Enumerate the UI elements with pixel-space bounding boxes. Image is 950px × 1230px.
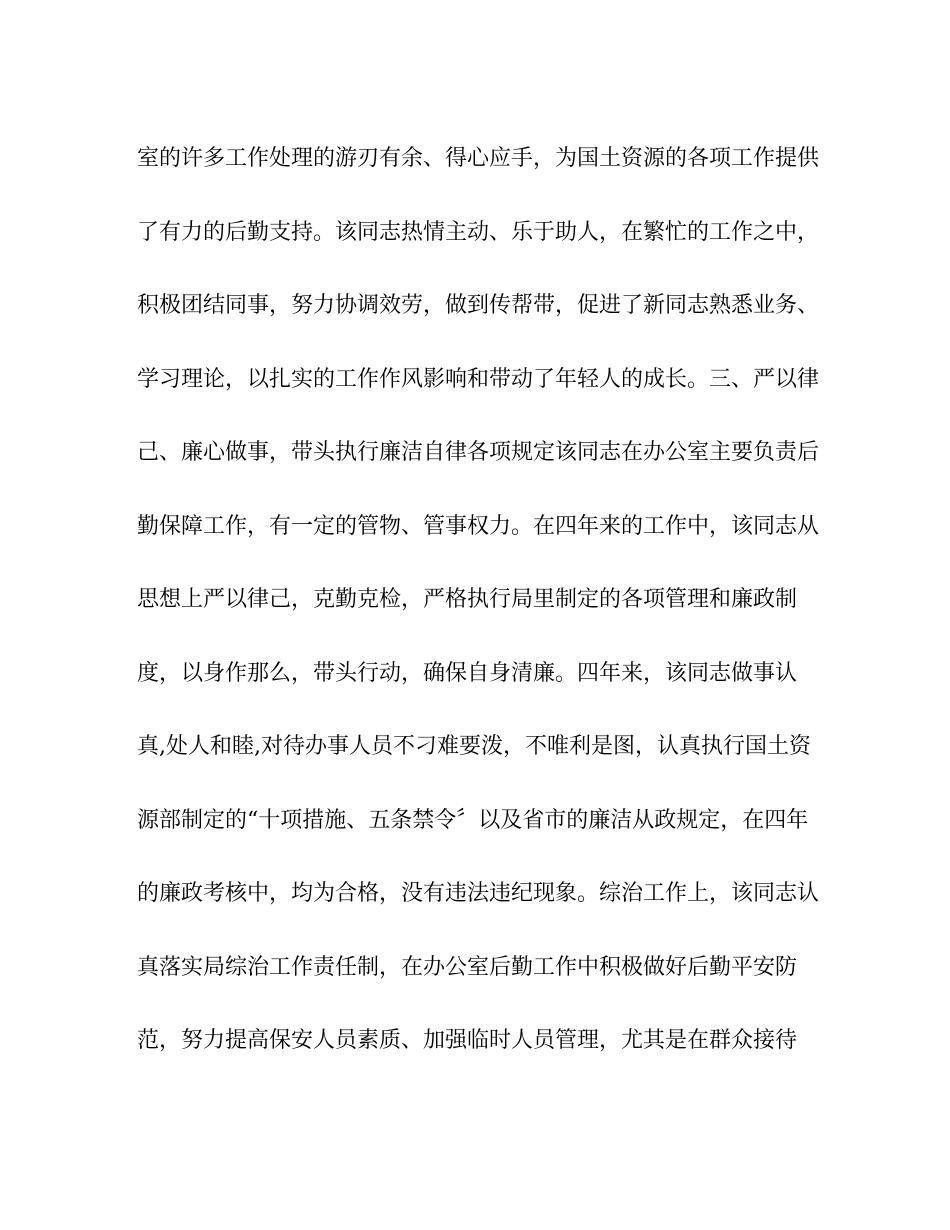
- text-line: 度，以身作那么，带头行动，确保自身清廉。四年来，该同志做事认: [137, 660, 798, 686]
- text-line: 勤保障工作，有一定的管物、管事权力。在四年来的工作中，该同志从: [137, 513, 820, 539]
- text-line: 范，努力提高保安人员素质、加强临时人员管理，尤其是在群众接待: [137, 1028, 798, 1053]
- text-line: 学习理论，以扎实的工作作风影响和带动了年轻人的成长。三、严以律: [137, 366, 820, 392]
- text-line: 积极团结同事，努力协调效劳，做到传帮带，促进了新同志熟悉业务、: [137, 293, 820, 318]
- body-text: [137, 133, 827, 1089]
- text-line: 思想上严以律己，克勤克检，严格执行局里制定的各项管理和廉政制: [137, 587, 798, 612]
- text-line: 的廉政考核中，均为合格，没有违法违纪现象。综治工作上，该同志认: [137, 881, 820, 906]
- text-line: 源部制定的“十项措施、五条禁令〞以及省市的廉洁从政规定，在四年: [137, 807, 809, 833]
- text-line: 了有力的后勤支持。该同志热情主动、乐于助人，在繁忙的工作之中，: [137, 219, 820, 245]
- text-line: 真落实局综治工作责任制，在办公室后勤工作中积极做好后勤平安防: [137, 954, 798, 980]
- text-line: 室的许多工作处理的游刃有余、得心应手，为国土资源的各项工作提供: [137, 146, 820, 171]
- text-line: 真,处人和睦,对待办事人员不刁难要泼，不唯利是图，认真执行国土资: [137, 734, 811, 759]
- text-line: 己、廉心做事，带头执行廉洁自律各项规定该同志在办公室主要负责后: [137, 440, 820, 465]
